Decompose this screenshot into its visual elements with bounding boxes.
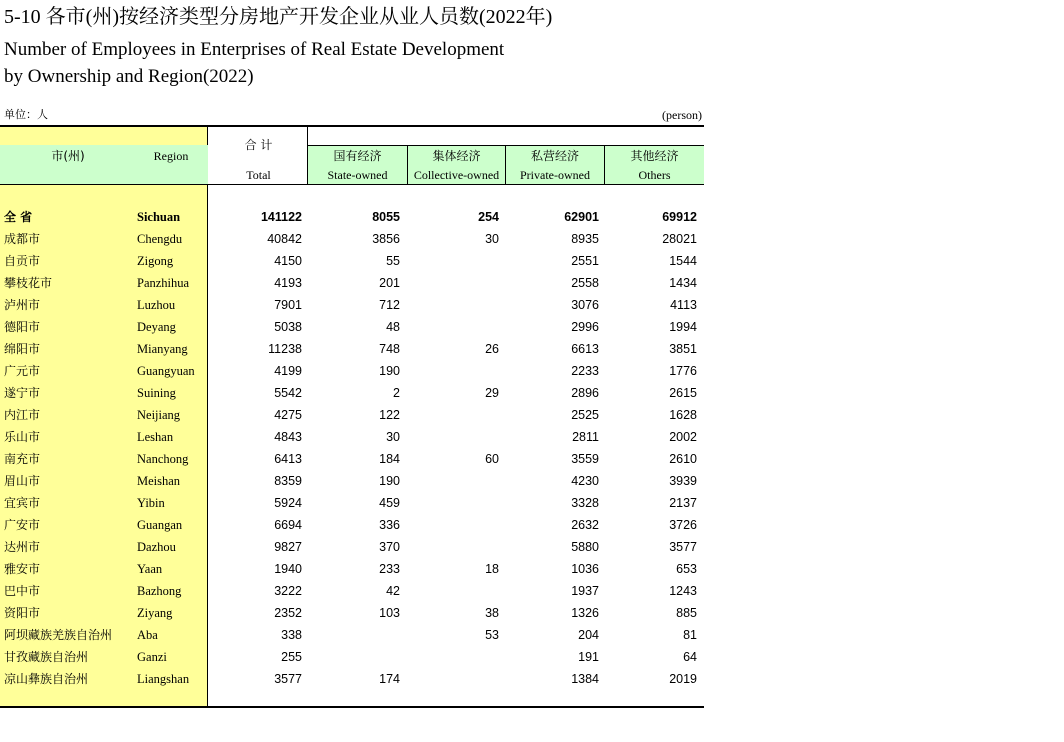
total-cell: 11238 [268, 342, 302, 356]
total-cell: 255 [281, 650, 302, 664]
private-owned-cell: 1326 [571, 606, 599, 620]
private-owned-cell: 8935 [571, 232, 599, 246]
region-cn-cell: 巴中市 [4, 584, 41, 598]
private-owned-cell: 1937 [571, 584, 599, 598]
collective-owned-cell: 18 [485, 562, 499, 576]
others-cell: 64 [683, 650, 697, 664]
data-table [0, 125, 704, 708]
table-row [0, 558, 704, 580]
region-en-cell: Bazhong [137, 584, 182, 598]
state-owned-cell: 3856 [372, 232, 400, 246]
total-cell: 4150 [274, 254, 302, 268]
header-others-en: Others [638, 168, 671, 182]
header-region-en: Region [153, 149, 189, 163]
unit-label-en: (person) [662, 108, 702, 122]
others-cell: 2002 [669, 430, 697, 444]
others-cell: 28021 [662, 232, 697, 246]
state-owned-cell: 712 [379, 298, 400, 312]
header-collective-cn: 集体经济 [432, 149, 481, 163]
private-owned-cell: 2811 [572, 430, 599, 444]
total-cell: 4199 [274, 364, 302, 378]
region-cn-cell: 雅安市 [4, 562, 41, 576]
region-cn-cell: 全 省 [4, 210, 33, 224]
region-en-cell: Dazhou [137, 540, 176, 554]
others-cell: 1434 [669, 276, 697, 290]
region-cn-cell: 绵阳市 [4, 342, 41, 356]
collective-owned-cell: 60 [485, 452, 499, 466]
private-owned-cell: 2525 [571, 408, 599, 422]
header-total-en: Total [246, 168, 271, 182]
others-cell: 4113 [670, 298, 697, 312]
collective-owned-cell: 26 [485, 342, 499, 356]
table-row [0, 624, 704, 646]
others-cell: 1628 [669, 408, 697, 422]
table-row [0, 470, 704, 492]
unit-label-cn: 单位：人 [4, 108, 48, 121]
state-owned-cell: 459 [379, 496, 400, 510]
table-row [0, 228, 704, 250]
table-row [0, 448, 704, 470]
state-owned-cell: 55 [386, 254, 400, 268]
region-en-cell: Ganzi [137, 650, 167, 664]
total-cell: 7901 [274, 298, 302, 312]
private-owned-cell: 5880 [571, 540, 599, 554]
state-owned-cell: 103 [379, 606, 400, 620]
region-en-cell: Yaan [137, 562, 163, 576]
total-cell: 4275 [274, 408, 302, 422]
table-row [0, 426, 704, 448]
total-cell: 40842 [267, 232, 302, 246]
region-en-cell: Suining [137, 386, 176, 400]
others-cell: 1243 [669, 584, 697, 598]
state-owned-cell: 48 [386, 320, 400, 334]
region-cn-cell: 德阳市 [4, 320, 41, 334]
table-row [0, 338, 704, 360]
table-row [0, 250, 704, 272]
state-owned-cell: 748 [379, 342, 400, 356]
page-title-en-line1: Number of Employees in Enterprises of Real Estate Development [4, 39, 505, 60]
header-city-cn: 市(州) [51, 149, 85, 163]
total-cell: 141122 [260, 210, 302, 224]
table-row [0, 206, 704, 228]
private-owned-cell: 62901 [564, 210, 599, 224]
others-cell: 2019 [669, 672, 697, 686]
others-cell: 81 [683, 628, 697, 642]
region-en-cell: Yibin [137, 496, 165, 510]
total-cell: 2352 [274, 606, 302, 620]
region-cn-cell: 南充市 [4, 452, 41, 466]
region-cn-cell: 泸州市 [4, 298, 41, 312]
header-collective-en: Collective-owned [413, 168, 500, 182]
header-private-cn: 私营经济 [530, 149, 579, 163]
others-cell: 2615 [669, 386, 697, 400]
state-owned-cell: 42 [386, 584, 400, 598]
total-cell: 3577 [274, 672, 302, 686]
others-cell: 3851 [669, 342, 697, 356]
others-cell: 885 [676, 606, 697, 620]
private-owned-cell: 2551 [571, 254, 599, 268]
region-en-cell: Chengdu [137, 232, 183, 246]
others-cell: 3726 [669, 518, 697, 532]
others-cell: 69912 [662, 210, 697, 224]
collective-owned-cell: 29 [485, 386, 499, 400]
private-owned-cell: 6613 [571, 342, 599, 356]
region-cn-cell: 乐山市 [4, 430, 41, 444]
others-cell: 1994 [669, 320, 697, 334]
collective-owned-cell: 53 [485, 628, 499, 642]
region-en-cell: Sichuan [137, 210, 181, 224]
region-cn-cell: 成都市 [4, 232, 41, 246]
region-cn-cell: 资阳市 [4, 606, 41, 620]
region-cn-cell: 达州市 [4, 540, 41, 554]
private-owned-cell: 3076 [571, 298, 599, 312]
region-cn-cell: 阿坝藏族羌族自治州 [4, 628, 113, 642]
region-cn-cell: 内江市 [4, 408, 41, 422]
private-owned-cell: 191 [578, 650, 599, 664]
others-cell: 653 [676, 562, 697, 576]
total-cell: 1940 [274, 562, 302, 576]
table-row [0, 580, 704, 602]
region-en-cell: Ziyang [137, 606, 173, 620]
state-owned-cell: 184 [379, 452, 400, 466]
region-en-cell: Zigong [137, 254, 174, 268]
total-cell: 5542 [274, 386, 302, 400]
state-owned-cell: 190 [379, 474, 400, 488]
collective-owned-cell: 30 [485, 232, 499, 246]
table-row [0, 514, 704, 536]
region-en-cell: Mianyang [137, 342, 188, 356]
region-en-cell: Meishan [137, 474, 181, 488]
total-cell: 8359 [274, 474, 302, 488]
others-cell: 3577 [669, 540, 697, 554]
total-cell: 9827 [274, 540, 302, 554]
header-state-en: State-owned [327, 168, 388, 182]
private-owned-cell: 2233 [571, 364, 599, 378]
table-row [0, 536, 704, 558]
private-owned-cell: 2896 [571, 386, 599, 400]
page-title-en-line2: by Ownership and Region(2022) [4, 66, 254, 87]
region-cn-cell: 广安市 [4, 518, 41, 532]
region-en-cell: Leshan [137, 430, 174, 444]
others-cell: 1776 [669, 364, 697, 378]
private-owned-cell: 2558 [571, 276, 599, 290]
region-en-cell: Liangshan [137, 672, 190, 686]
page-title-en [4, 36, 504, 90]
region-en-cell: Nanchong [137, 452, 189, 466]
state-owned-cell: 174 [379, 672, 400, 686]
private-owned-cell: 3328 [571, 496, 599, 510]
table-row [0, 492, 704, 514]
state-owned-cell: 30 [386, 430, 400, 444]
table-row [0, 316, 704, 338]
region-cn-cell: 宜宾市 [4, 496, 41, 510]
region-en-cell: Guangyuan [137, 364, 195, 378]
total-cell: 338 [281, 628, 302, 642]
region-en-cell: Panzhihua [137, 276, 190, 290]
private-owned-cell: 2996 [571, 320, 599, 334]
state-owned-cell: 122 [379, 408, 400, 422]
header-state-cn: 国有经济 [333, 149, 382, 163]
state-owned-cell: 8055 [372, 210, 400, 224]
state-owned-cell: 2 [393, 386, 400, 400]
state-owned-cell: 190 [379, 364, 400, 378]
private-owned-cell: 2632 [571, 518, 599, 532]
private-owned-cell: 1036 [571, 562, 599, 576]
region-cn-cell: 眉山市 [4, 474, 41, 488]
region-cn-cell: 遂宁市 [4, 386, 41, 400]
region-cn-cell: 攀枝花市 [4, 276, 53, 290]
region-en-cell: Neijiang [137, 408, 181, 422]
region-cn-cell: 自贡市 [4, 254, 41, 268]
state-owned-cell: 370 [379, 540, 400, 554]
table-row [0, 294, 704, 316]
table-row [0, 668, 704, 690]
total-cell: 5038 [274, 320, 302, 334]
total-cell: 4843 [274, 430, 302, 444]
table-row [0, 272, 704, 294]
header-divider-bottom [0, 184, 704, 185]
others-cell: 2137 [669, 496, 697, 510]
collective-owned-cell: 38 [485, 606, 499, 620]
private-owned-cell: 4230 [571, 474, 599, 488]
total-cell: 6694 [274, 518, 302, 532]
table-row [0, 360, 704, 382]
collective-owned-cell: 254 [478, 210, 499, 224]
total-cell: 3222 [274, 584, 302, 598]
private-owned-cell: 204 [578, 628, 599, 642]
region-en-cell: Aba [137, 628, 158, 642]
private-owned-cell: 1384 [571, 672, 599, 686]
total-cell: 5924 [274, 496, 302, 510]
region-en-cell: Deyang [137, 320, 176, 334]
region-cn-cell: 凉山彝族自治州 [4, 672, 89, 686]
header-private-en: Private-owned [520, 168, 590, 182]
page-title-cn: 5-10 各市(州)按经济类型分房地产开发企业从业人员数(2022年) [4, 6, 553, 28]
state-owned-cell: 233 [379, 562, 400, 576]
private-owned-cell: 3559 [571, 452, 599, 466]
others-cell: 2610 [669, 452, 697, 466]
state-owned-cell: 201 [379, 276, 400, 290]
state-owned-cell: 336 [379, 518, 400, 532]
header-total-cn: 合 计 [244, 138, 273, 152]
total-cell: 6413 [274, 452, 302, 466]
others-cell: 3939 [669, 474, 697, 488]
total-cell: 4193 [274, 276, 302, 290]
region-en-cell: Luzhou [137, 298, 176, 312]
table-row [0, 382, 704, 404]
others-cell: 1544 [669, 254, 697, 268]
region-cn-cell: 甘孜藏族自治州 [4, 650, 89, 664]
region-cn-cell: 广元市 [4, 364, 41, 378]
table-row [0, 404, 704, 426]
table-row [0, 646, 704, 668]
region-en-cell: Guangan [137, 518, 183, 532]
table-row [0, 602, 704, 624]
header-others-cn: 其他经济 [630, 149, 679, 163]
